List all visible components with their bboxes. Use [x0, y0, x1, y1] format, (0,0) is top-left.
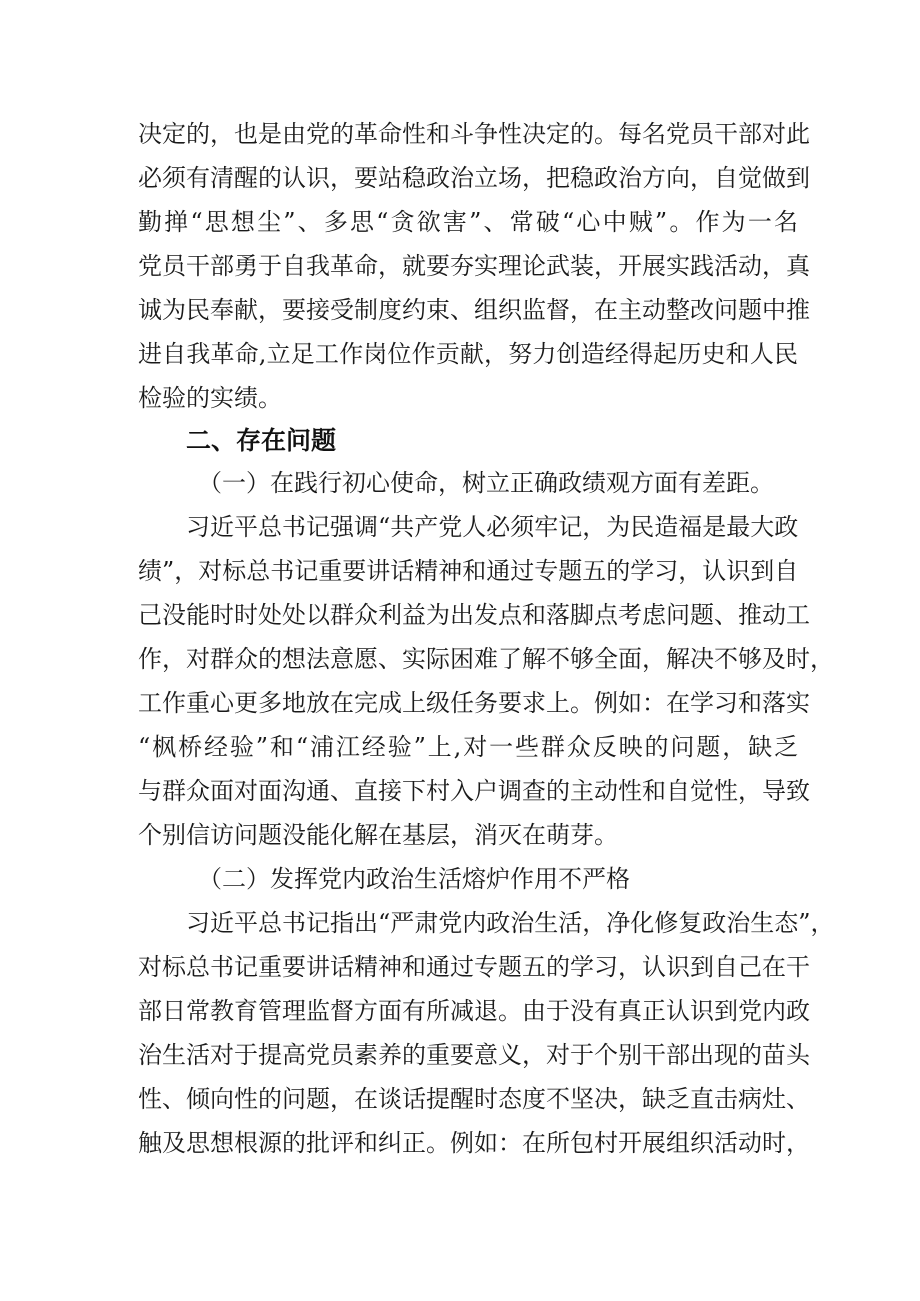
- paragraph-line: 治生活对于提高党员素养的重要意义，对于个别干部出现的苗头: [138, 1041, 810, 1069]
- paragraph-line: 个别信访问题没能化解在基层，消灭在萌芽。: [138, 821, 618, 849]
- paragraph-line: 诚为民奉献，要接受制度约束、组织监督，在主动整改问题中推: [138, 296, 810, 324]
- paragraph-line: 作，对群众的想法意愿、实际困难了解不够全面，解决不够及时，: [138, 645, 834, 673]
- paragraph-line: 己没能时时处处以群众利益为出发点和落脚点考虑问题、推动工: [138, 601, 810, 629]
- paragraph-line: 进自我革命,立足工作岗位作贡献，努力创造经得起历史和人民: [138, 340, 798, 368]
- subsection-title: （一）在践行初心使命，树立正确政绩观方面有差距。: [198, 469, 774, 497]
- paragraph-line: 检验的实绩。: [138, 384, 282, 412]
- paragraph-line: 与群众面对面沟通、直接下村入户调查的主动性和自觉性，导致: [138, 777, 810, 805]
- paragraph-line: 决定的，也是由党的革命性和斗争性决定的。每名党员干部对此: [138, 120, 810, 148]
- paragraph-line: 对标总书记重要讲话精神和通过专题五的学习，认识到自己在干: [138, 953, 810, 981]
- paragraph-line: 触及思想根源的批评和纠正。例如：在所包村开展组织活动时，: [138, 1129, 810, 1157]
- paragraph-line: 性、倾向性的问题，在谈话提醒时态度不坚决，缺乏直击病灶、: [138, 1085, 810, 1113]
- paragraph-line: 工作重心更多地放在完成上级任务要求上。例如：在学习和落实: [138, 689, 810, 717]
- paragraph-line: 部日常教育管理监督方面有所减退。由于没有真正认识到党内政: [138, 997, 810, 1025]
- paragraph-line: 必须有清醒的认识，要站稳政治立场，把稳政治方向，自觉做到: [138, 164, 810, 192]
- section-heading: 二、存在问题: [186, 426, 337, 455]
- subsection-title: （二）发挥党内政治生活熔炉作用不严格: [198, 865, 630, 893]
- paragraph-line: 习近平总书记强调“共产党人必须牢记，为民造福是最大政: [186, 513, 799, 541]
- paragraph-line: 党员干部勇于自我革命，就要夯实理论武装，开展实践活动，真: [138, 252, 810, 280]
- paragraph-line: 习近平总书记指出“严肃党内政治生活，净化修复政治生态”，: [186, 909, 835, 937]
- paragraph-line: “枫桥经验”和“浦江经验”上,对一些群众反映的问题，缺乏: [138, 733, 798, 761]
- paragraph-line: 勤掸“思想尘”、多思“贪欲害”、常破“心中贼”。作为一名: [138, 208, 798, 236]
- paragraph-line: 绩”，对标总书记重要讲话精神和通过专题五的学习，认识到自: [138, 557, 799, 585]
